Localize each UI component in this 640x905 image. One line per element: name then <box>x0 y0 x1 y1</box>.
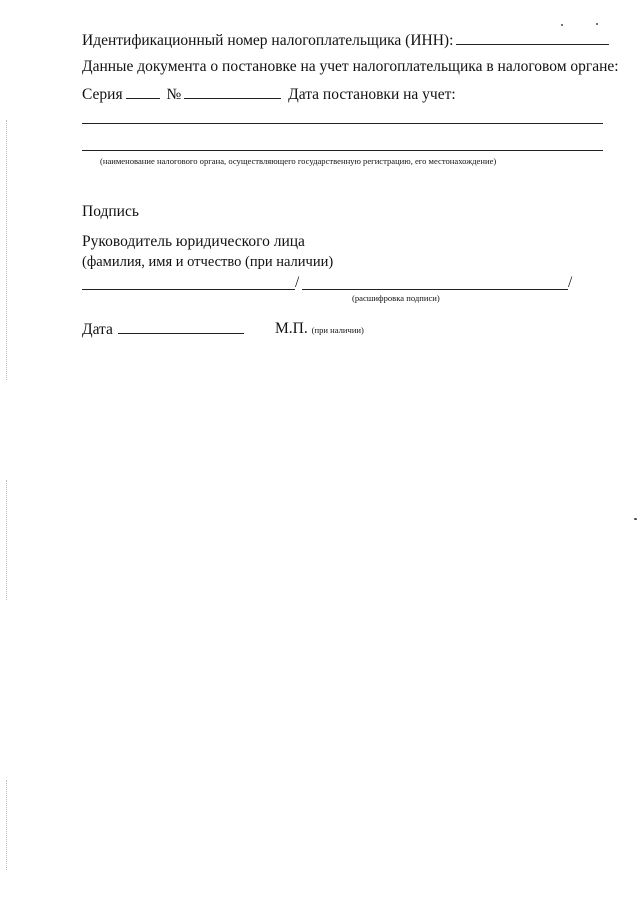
stamp-note: (при наличии) <box>311 325 364 335</box>
head-of-legal-entity-label: Руководитель юридического лица <box>82 233 305 250</box>
series-number-date-row <box>82 85 456 104</box>
tax-authority-field-line-2[interactable] <box>82 150 603 151</box>
slash-separator: / <box>568 274 573 291</box>
scan-margin-artifact <box>6 780 8 870</box>
signature-decoding-field[interactable] <box>302 289 568 290</box>
series-label: Серия <box>82 86 123 103</box>
scan-speck <box>561 24 563 26</box>
slash-separator: / <box>295 274 300 291</box>
date-label: Дата <box>82 321 113 338</box>
date-field[interactable] <box>118 320 244 334</box>
signature-heading: Подпись <box>82 203 139 220</box>
scan-margin-artifact <box>6 120 8 380</box>
signature-decoding-caption: (расшифровка подписи) <box>352 293 440 303</box>
inn-field[interactable] <box>456 31 609 45</box>
registration-date-label: Дата постановки на учет: <box>288 86 456 103</box>
stamp-row <box>275 320 364 339</box>
scan-margin-artifact <box>6 480 8 600</box>
inn-row <box>82 31 612 50</box>
registration-doc-label: Данные документа о постановке на учет налогоплательщика в налоговом органе: <box>82 58 619 75</box>
tax-authority-field-line-1[interactable] <box>82 123 603 124</box>
scan-speck <box>634 518 637 520</box>
stamp-label: М.П. <box>275 320 308 337</box>
date-row <box>82 320 247 339</box>
inn-label: Идентификационный номер налогоплательщика (ИНН): <box>82 32 454 49</box>
number-field[interactable] <box>184 85 281 99</box>
tax-authority-caption: (наименование налогового органа, осуществляющего государственную регистрацию, его местонахождение) <box>100 156 497 166</box>
scan-speck <box>596 23 598 25</box>
signature-field[interactable] <box>82 289 295 290</box>
number-label: № <box>166 86 182 103</box>
fio-label: (фамилия, имя и отчество (при наличии) <box>82 254 334 270</box>
series-field[interactable] <box>126 85 160 99</box>
